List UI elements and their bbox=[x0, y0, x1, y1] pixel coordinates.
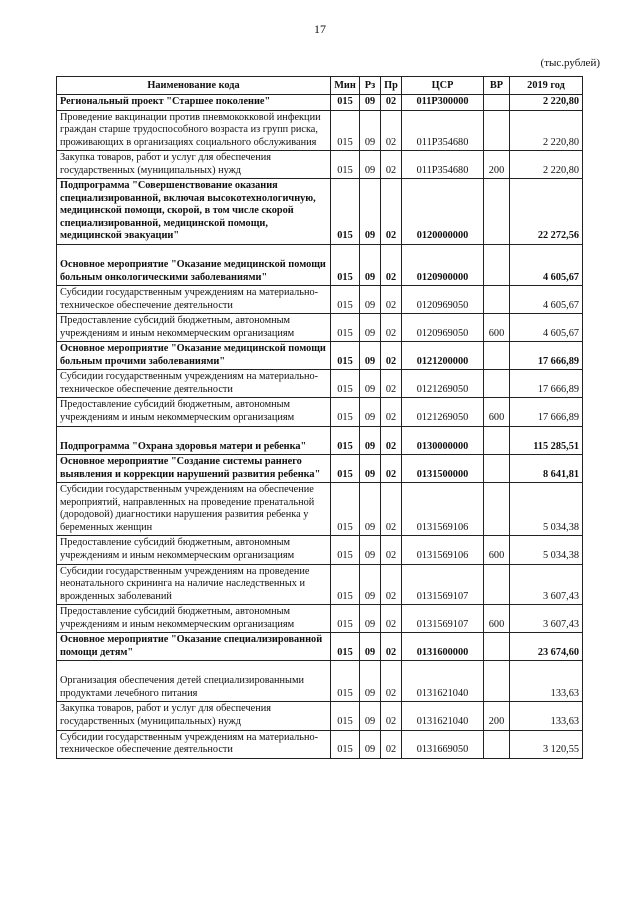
cell-min: 015 bbox=[331, 536, 360, 564]
cell-amount: 2 220,80 bbox=[510, 151, 583, 179]
cell-min: 015 bbox=[331, 286, 360, 314]
cell-csr: 0131621040 bbox=[402, 661, 484, 702]
header-vr: ВР bbox=[484, 77, 510, 95]
cell-amount: 133,63 bbox=[510, 661, 583, 702]
cell-name: Региональный проект "Старшее поколение" bbox=[57, 95, 331, 111]
cell-rz: 09 bbox=[360, 151, 381, 179]
cell-vr bbox=[484, 730, 510, 758]
cell-rz: 09 bbox=[360, 342, 381, 370]
cell-name: Субсидии государственным учреждениям на материально-техническое обеспечение деятельности bbox=[57, 370, 331, 398]
cell-amount: 3 120,55 bbox=[510, 730, 583, 758]
cell-csr: 0131569106 bbox=[402, 536, 484, 564]
cell-pr: 02 bbox=[381, 179, 402, 245]
cell-name: Предоставление субсидий бюджетным, автономным учреждениям и иным некоммерческим организациям bbox=[57, 398, 331, 426]
cell-rz: 09 bbox=[360, 370, 381, 398]
cell-csr: 0121200000 bbox=[402, 342, 484, 370]
cell-vr: 600 bbox=[484, 398, 510, 426]
cell-pr: 02 bbox=[381, 398, 402, 426]
cell-rz: 09 bbox=[360, 426, 381, 455]
cell-vr bbox=[484, 426, 510, 455]
cell-min: 015 bbox=[331, 110, 360, 151]
cell-pr: 02 bbox=[381, 661, 402, 702]
table-row bbox=[57, 483, 583, 536]
cell-pr: 02 bbox=[381, 151, 402, 179]
cell-pr: 02 bbox=[381, 110, 402, 151]
cell-min: 015 bbox=[331, 564, 360, 605]
cell-min: 015 bbox=[331, 370, 360, 398]
cell-pr: 02 bbox=[381, 633, 402, 661]
table-row bbox=[57, 151, 583, 179]
cell-pr: 02 bbox=[381, 426, 402, 455]
cell-csr: 0131500000 bbox=[402, 455, 484, 483]
table-row bbox=[57, 95, 583, 111]
cell-vr: 600 bbox=[484, 314, 510, 342]
cell-amount: 4 605,67 bbox=[510, 245, 583, 286]
cell-min: 015 bbox=[331, 398, 360, 426]
cell-name: Основное мероприятие "Оказание медицинской помощи больным онкологическими заболеваниями" bbox=[57, 245, 331, 286]
cell-vr bbox=[484, 483, 510, 536]
table-row bbox=[57, 179, 583, 245]
cell-pr: 02 bbox=[381, 95, 402, 111]
cell-amount: 17 666,89 bbox=[510, 342, 583, 370]
cell-rz: 09 bbox=[360, 455, 381, 483]
cell-rz: 09 bbox=[360, 286, 381, 314]
table-row bbox=[57, 370, 583, 398]
cell-min: 015 bbox=[331, 342, 360, 370]
cell-pr: 02 bbox=[381, 455, 402, 483]
cell-min: 015 bbox=[331, 730, 360, 758]
cell-min: 015 bbox=[331, 426, 360, 455]
cell-vr: 600 bbox=[484, 536, 510, 564]
cell-rz: 09 bbox=[360, 398, 381, 426]
cell-csr: 0130000000 bbox=[402, 426, 484, 455]
cell-amount: 5 034,38 bbox=[510, 483, 583, 536]
cell-vr: 200 bbox=[484, 702, 510, 730]
cell-amount: 3 607,43 bbox=[510, 564, 583, 605]
cell-vr bbox=[484, 245, 510, 286]
cell-rz: 09 bbox=[360, 179, 381, 245]
cell-vr bbox=[484, 370, 510, 398]
cell-amount: 115 285,51 bbox=[510, 426, 583, 455]
cell-name: Проведение вакцинации против пневмококковой инфекции граждан старше трудоспособного возраста из групп риска, проживающих в организациях социального обслуживания bbox=[57, 110, 331, 151]
header-pr: Пр bbox=[381, 77, 402, 95]
cell-name: Организация обеспечения детей специализированными продуктами лечебного питания bbox=[57, 661, 331, 702]
cell-min: 015 bbox=[331, 245, 360, 286]
cell-pr: 02 bbox=[381, 245, 402, 286]
cell-amount: 23 674,60 bbox=[510, 633, 583, 661]
cell-amount: 2 220,80 bbox=[510, 95, 583, 111]
cell-amount: 4 605,67 bbox=[510, 286, 583, 314]
cell-min: 015 bbox=[331, 95, 360, 111]
cell-min: 015 bbox=[331, 702, 360, 730]
cell-name: Закупка товаров, работ и услуг для обеспечения государственных (муниципальных) нужд bbox=[57, 702, 331, 730]
cell-pr: 02 bbox=[381, 564, 402, 605]
cell-rz: 09 bbox=[360, 605, 381, 633]
header-rz: Рз bbox=[360, 77, 381, 95]
cell-name: Предоставление субсидий бюджетным, автономным учреждениям и иным некоммерческим организациям bbox=[57, 314, 331, 342]
cell-vr bbox=[484, 564, 510, 605]
cell-csr: 0120900000 bbox=[402, 245, 484, 286]
cell-vr bbox=[484, 455, 510, 483]
table-row bbox=[57, 245, 583, 286]
cell-vr bbox=[484, 179, 510, 245]
cell-min: 015 bbox=[331, 605, 360, 633]
cell-rz: 09 bbox=[360, 702, 381, 730]
table-row bbox=[57, 314, 583, 342]
cell-vr: 200 bbox=[484, 151, 510, 179]
table-row bbox=[57, 398, 583, 426]
cell-min: 015 bbox=[331, 151, 360, 179]
cell-amount: 2 220,80 bbox=[510, 110, 583, 151]
cell-rz: 09 bbox=[360, 633, 381, 661]
cell-csr: 011Р354680 bbox=[402, 151, 484, 179]
cell-pr: 02 bbox=[381, 702, 402, 730]
cell-min: 015 bbox=[331, 633, 360, 661]
cell-amount: 133,63 bbox=[510, 702, 583, 730]
cell-name: Основное мероприятие "Оказание медицинской помощи больным прочими заболеваниями" bbox=[57, 342, 331, 370]
cell-csr: 0131669050 bbox=[402, 730, 484, 758]
cell-min: 015 bbox=[331, 661, 360, 702]
budget-table bbox=[56, 76, 583, 759]
cell-csr: 0120000000 bbox=[402, 179, 484, 245]
cell-csr: 0131600000 bbox=[402, 633, 484, 661]
table-row bbox=[57, 564, 583, 605]
table-row bbox=[57, 426, 583, 455]
cell-name: Предоставление субсидий бюджетным, автономным учреждениям и иным некоммерческим организациям bbox=[57, 605, 331, 633]
cell-vr bbox=[484, 661, 510, 702]
table-row bbox=[57, 605, 583, 633]
header-min: Мин bbox=[331, 77, 360, 95]
table-row bbox=[57, 286, 583, 314]
cell-name: Подпрограмма "Охрана здоровья матери и ребенка" bbox=[57, 426, 331, 455]
header-csr: ЦСР bbox=[402, 77, 484, 95]
cell-name: Основное мероприятие "Оказание специализированной помощи детям" bbox=[57, 633, 331, 661]
cell-name: Субсидии государственным учреждениям на обеспечение мероприятий, направленных на проведение пренатальной (дородовой) диагностики нарушения развития ребенка у беременных женщин bbox=[57, 483, 331, 536]
header-amount: 2019 год bbox=[510, 77, 583, 95]
cell-pr: 02 bbox=[381, 370, 402, 398]
cell-pr: 02 bbox=[381, 342, 402, 370]
cell-min: 015 bbox=[331, 314, 360, 342]
cell-csr: 0131569107 bbox=[402, 605, 484, 633]
cell-csr: 0131569106 bbox=[402, 483, 484, 536]
table-row bbox=[57, 633, 583, 661]
table-row bbox=[57, 730, 583, 758]
cell-rz: 09 bbox=[360, 564, 381, 605]
cell-csr: 0131621040 bbox=[402, 702, 484, 730]
cell-name: Субсидии государственным учреждениям на материально-техническое обеспечение деятельности bbox=[57, 286, 331, 314]
cell-csr: 0121269050 bbox=[402, 370, 484, 398]
cell-csr: 0131569107 bbox=[402, 564, 484, 605]
cell-pr: 02 bbox=[381, 483, 402, 536]
cell-amount: 4 605,67 bbox=[510, 314, 583, 342]
table-row bbox=[57, 536, 583, 564]
units-label: (тыс.рублей) bbox=[540, 57, 600, 69]
page-number: 17 bbox=[314, 22, 326, 36]
cell-name: Основное мероприятие "Создание системы раннего выявления и коррекции нарушений развития ребенка" bbox=[57, 455, 331, 483]
cell-csr: 011Р354680 bbox=[402, 110, 484, 151]
cell-amount: 17 666,89 bbox=[510, 370, 583, 398]
cell-rz: 09 bbox=[360, 245, 381, 286]
cell-amount: 22 272,56 bbox=[510, 179, 583, 245]
cell-pr: 02 bbox=[381, 536, 402, 564]
cell-name: Закупка товаров, работ и услуг для обеспечения государственных (муниципальных) нужд bbox=[57, 151, 331, 179]
cell-pr: 02 bbox=[381, 286, 402, 314]
table-row bbox=[57, 661, 583, 702]
cell-vr bbox=[484, 95, 510, 111]
cell-rz: 09 bbox=[360, 483, 381, 536]
cell-csr: 0121269050 bbox=[402, 398, 484, 426]
cell-name: Подпрограмма "Совершенствование оказания специализированной, включая высокотехнологичную, медицинской помощи, скорой, в том числе скорой специализированной, медицинской помощи, медицинской эвакуации" bbox=[57, 179, 331, 245]
cell-min: 015 bbox=[331, 455, 360, 483]
cell-csr: 0120969050 bbox=[402, 286, 484, 314]
cell-vr bbox=[484, 286, 510, 314]
cell-csr: 011Р300000 bbox=[402, 95, 484, 111]
cell-vr bbox=[484, 110, 510, 151]
table-body bbox=[57, 95, 583, 759]
table-header-row bbox=[57, 77, 583, 95]
cell-rz: 09 bbox=[360, 536, 381, 564]
cell-vr bbox=[484, 633, 510, 661]
cell-amount: 8 641,81 bbox=[510, 455, 583, 483]
cell-vr: 600 bbox=[484, 605, 510, 633]
table-row bbox=[57, 342, 583, 370]
cell-min: 015 bbox=[331, 483, 360, 536]
cell-rz: 09 bbox=[360, 95, 381, 111]
cell-rz: 09 bbox=[360, 314, 381, 342]
cell-rz: 09 bbox=[360, 110, 381, 151]
cell-vr bbox=[484, 342, 510, 370]
table-row bbox=[57, 110, 583, 151]
cell-name: Субсидии государственным учреждениям на материально-техническое обеспечение деятельности bbox=[57, 730, 331, 758]
header-name: Наименование кода bbox=[57, 77, 331, 95]
cell-pr: 02 bbox=[381, 730, 402, 758]
table-row bbox=[57, 455, 583, 483]
cell-pr: 02 bbox=[381, 314, 402, 342]
cell-csr: 0120969050 bbox=[402, 314, 484, 342]
cell-rz: 09 bbox=[360, 730, 381, 758]
cell-name: Субсидии государственным учреждениям на проведение неонатального скрининга на наличие наследственных и врожденных заболеваний bbox=[57, 564, 331, 605]
cell-pr: 02 bbox=[381, 605, 402, 633]
cell-amount: 5 034,38 bbox=[510, 536, 583, 564]
cell-min: 015 bbox=[331, 179, 360, 245]
cell-amount: 17 666,89 bbox=[510, 398, 583, 426]
cell-name: Предоставление субсидий бюджетным, автономным учреждениям и иным некоммерческим организациям bbox=[57, 536, 331, 564]
table-row bbox=[57, 702, 583, 730]
cell-rz: 09 bbox=[360, 661, 381, 702]
cell-amount: 3 607,43 bbox=[510, 605, 583, 633]
